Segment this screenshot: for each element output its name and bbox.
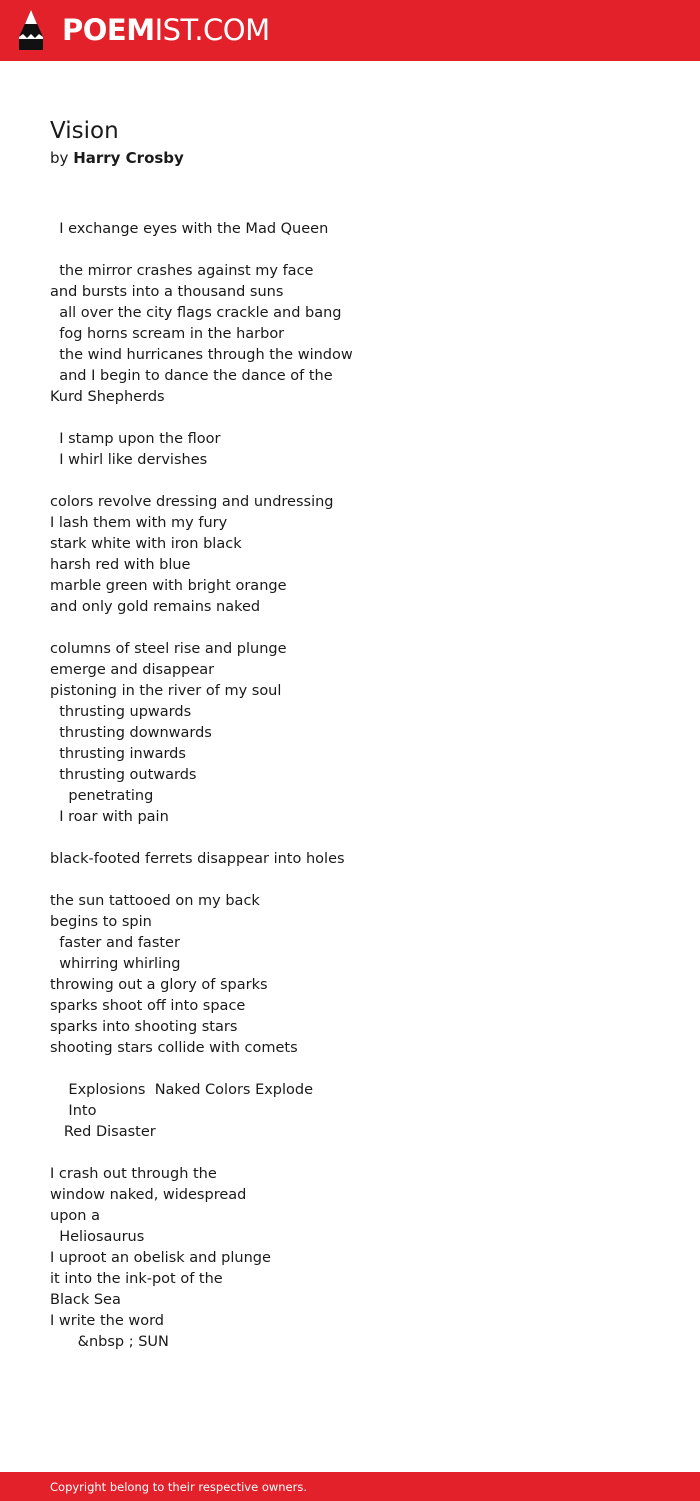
- poem-line: stark white with iron black: [50, 536, 242, 552]
- site-logo[interactable]: [62, 12, 270, 48]
- poem-line: thrusting inwards: [50, 746, 186, 762]
- poem-line: Explosions Naked Colors Explode: [50, 1082, 314, 1098]
- poem-line: penetrating: [50, 788, 154, 804]
- poem-title: Vision: [50, 118, 119, 144]
- poem-line: shooting stars collide with comets: [50, 1040, 298, 1056]
- poem-line: pistoning in the river of my soul: [50, 683, 282, 699]
- poem-line: Kurd Shepherds: [50, 389, 165, 405]
- poem-line: I write the word: [50, 1313, 164, 1329]
- poem-line: whirring whirling: [50, 956, 181, 972]
- poem-line: the sun tattooed on my back: [50, 893, 260, 909]
- poem-line: I uproot an obelisk and plunge: [50, 1250, 271, 1266]
- poem-line: and I begin to dance the dance of the: [50, 368, 333, 384]
- poem-line: window naked, widespread: [50, 1187, 247, 1203]
- poem-line: the mirror crashes against my face: [50, 263, 314, 279]
- site-header: [0, 0, 700, 61]
- poem-line: harsh red with blue: [50, 557, 191, 573]
- poem-line: marble green with bright orange: [50, 578, 287, 594]
- poem-line: begins to spin: [50, 914, 152, 930]
- poem-line: faster and faster: [50, 935, 180, 951]
- poem-line: and only gold remains naked: [50, 599, 261, 615]
- poem-line: thrusting upwards: [50, 704, 192, 720]
- site-footer: [0, 1472, 700, 1501]
- poem-line: I exchange eyes with the Mad Queen: [50, 221, 329, 237]
- poem-line: [50, 870, 670, 891]
- poem-line: [50, 240, 670, 261]
- poem-line: columns of steel rise and plunge: [50, 641, 287, 657]
- poem-line: upon a: [50, 1208, 100, 1224]
- poem-line: throwing out a glory of sparks: [50, 977, 268, 993]
- by-label: by: [50, 149, 69, 167]
- poem-line: black-footed ferrets disappear into holes: [50, 851, 345, 867]
- author-name: Harry Crosby: [73, 149, 184, 167]
- poem-line: and bursts into a thousand suns: [50, 284, 284, 300]
- poem-line: colors revolve dressing and undressing: [50, 494, 334, 510]
- poem-line: emerge and disappear: [50, 662, 215, 678]
- poem-line: I crash out through the: [50, 1166, 217, 1182]
- poem-line: [50, 408, 670, 429]
- poem-line: thrusting downwards: [50, 725, 212, 741]
- poem-line: I lash them with my fury: [50, 515, 228, 531]
- poem-line: &nbsp ; SUN: [50, 1334, 169, 1350]
- poem-body: [50, 219, 670, 1353]
- poem-line: I stamp upon the floor: [50, 431, 221, 447]
- poem-line: I whirl like dervishes: [50, 452, 208, 468]
- poem-line: the wind hurricanes through the window: [50, 347, 353, 363]
- poem-line: [50, 618, 670, 639]
- byline: [50, 148, 184, 169]
- poem-line: [50, 1143, 670, 1164]
- poem-line: Red Disaster: [50, 1124, 156, 1140]
- poem-line: Heliosaurus: [50, 1229, 145, 1245]
- poem-line: [50, 828, 670, 849]
- poem-line: sparks shoot off into space: [50, 998, 246, 1014]
- poem-line: thrusting outwards: [50, 767, 197, 783]
- poem-line: it into the ink-pot of the: [50, 1271, 223, 1287]
- poem-line: [50, 471, 670, 492]
- copyright-text: Copyright belong to their respective owners.: [50, 1480, 308, 1494]
- logo-bold-text: POEM: [62, 13, 155, 47]
- pencil-tip-icon[interactable]: [18, 9, 44, 51]
- logo-light-text: IST.COM: [154, 13, 270, 47]
- poem-line: sparks into shooting stars: [50, 1019, 238, 1035]
- poem-line: fog horns scream in the harbor: [50, 326, 285, 342]
- poem-line: I roar with pain: [50, 809, 169, 825]
- poem-line: [50, 1059, 670, 1080]
- poem-line: Black Sea: [50, 1292, 121, 1308]
- poem-line: all over the city flags crackle and bang: [50, 305, 342, 321]
- poem-line: Into: [50, 1103, 97, 1119]
